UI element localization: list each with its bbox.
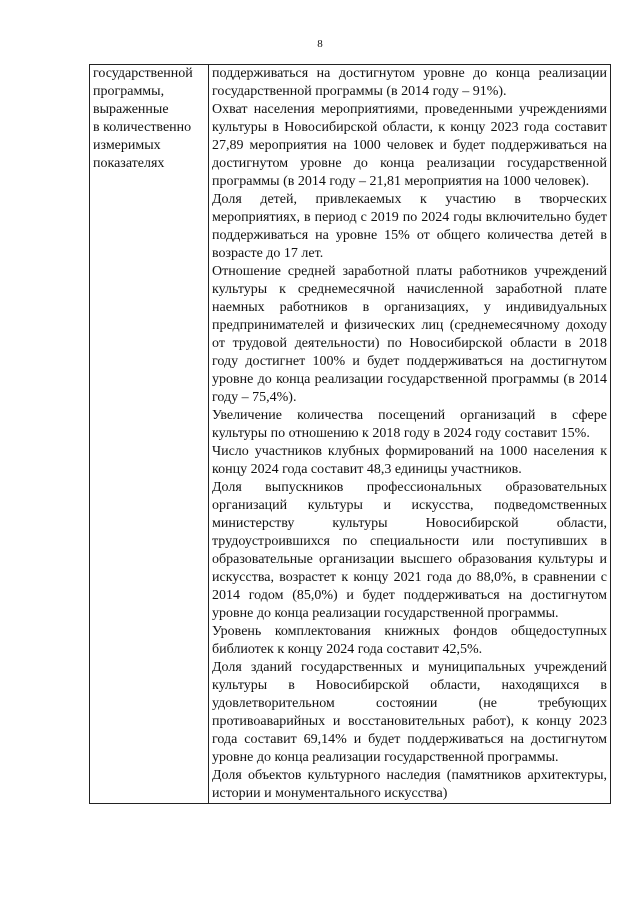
document-table	[89, 64, 611, 804]
page-number: 8	[317, 38, 323, 50]
indicator-paragraph: Отношение средней заработной платы работников учреждений культуры к среднемесячной начисленной заработной плате наемных работников в организациях, у индивидуальных предпринимателей и физических лиц (среднемесячному доходу от трудовой деятельности) по Новосибирской области в 2018 году достигнет 100% и будет поддерживаться на достигнутом уровне до конца реализации государственной программы (в 2014 году – 75,4%).	[212, 264, 607, 405]
indicator-name-line: измеримых	[93, 138, 161, 153]
indicator-paragraph: Охват населения мероприятиями, проведенными учреждениями культуры в Новосибирской области, к концу 2023 года составит 27,89 мероприятия на 1000 человек и будет поддерживаться на достигнутом уровне до конца реализации государственной программы (в 2014 году – 21,81 мероприятия на 1000 человек).	[212, 102, 607, 189]
indicator-paragraph: Доля объектов культурного наследия (памятников архитектуры, истории и монументального искусства)	[212, 768, 607, 801]
indicator-name-line: в количественно	[93, 120, 192, 135]
indicator-name-cell	[90, 65, 209, 804]
indicator-name-line: выраженные	[93, 102, 169, 117]
indicator-name-line: государственной	[93, 66, 193, 81]
indicator-paragraph: Уровень комплектования книжных фондов общедоступных библиотек к концу 2024 года составит 42,5%.	[212, 624, 607, 657]
indicator-paragraph: Увеличение количества посещений организаций в сфере культуры по отношению к 2018 году в 2024 году составит 15%.	[212, 408, 607, 441]
table-row	[90, 65, 611, 804]
indicator-paragraph: Доля зданий государственных и муниципальных учреждений культуры в Новосибирской области, находящихся в удовлетворительном состоянии (не требующих противоаварийных и восстановительных работ), к концу 2023 года составит 69,14% и будет поддерживаться на достигнутом уровне до конца реализации государственной программы.	[212, 660, 607, 765]
indicator-name-line: показателях	[93, 156, 165, 171]
indicator-description-cell	[209, 65, 611, 804]
indicator-name-line: программы,	[93, 84, 165, 99]
indicator-paragraph: Доля выпускников профессиональных образовательных организаций культуры и искусства, подведомственных министерству культуры Новосибирской области, трудоустроившихся по специальности или поступивших в образовательные организации высшего образования культуры и искусства, возрастет к концу 2021 года до 88,0%, в сравнении с 2014 годом (85,0%) и будет поддерживаться на достигнутом уровне до конца реализации государственной программы.	[212, 480, 607, 621]
indicator-paragraph: Доля детей, привлекаемых к участию в творческих мероприятиях, в период с 2019 по 2024 годы включительно будет поддерживаться на уровне 15% от общего количества детей в возрасте до 17 лет.	[212, 192, 607, 261]
indicator-paragraph: поддерживаться на достигнутом уровне до конца реализации государственной программы (в 2014 году – 91%).	[212, 66, 607, 99]
indicator-paragraph: Число участников клубных формирований на 1000 населения к концу 2024 года составит 48,3 единицы участников.	[212, 444, 607, 477]
